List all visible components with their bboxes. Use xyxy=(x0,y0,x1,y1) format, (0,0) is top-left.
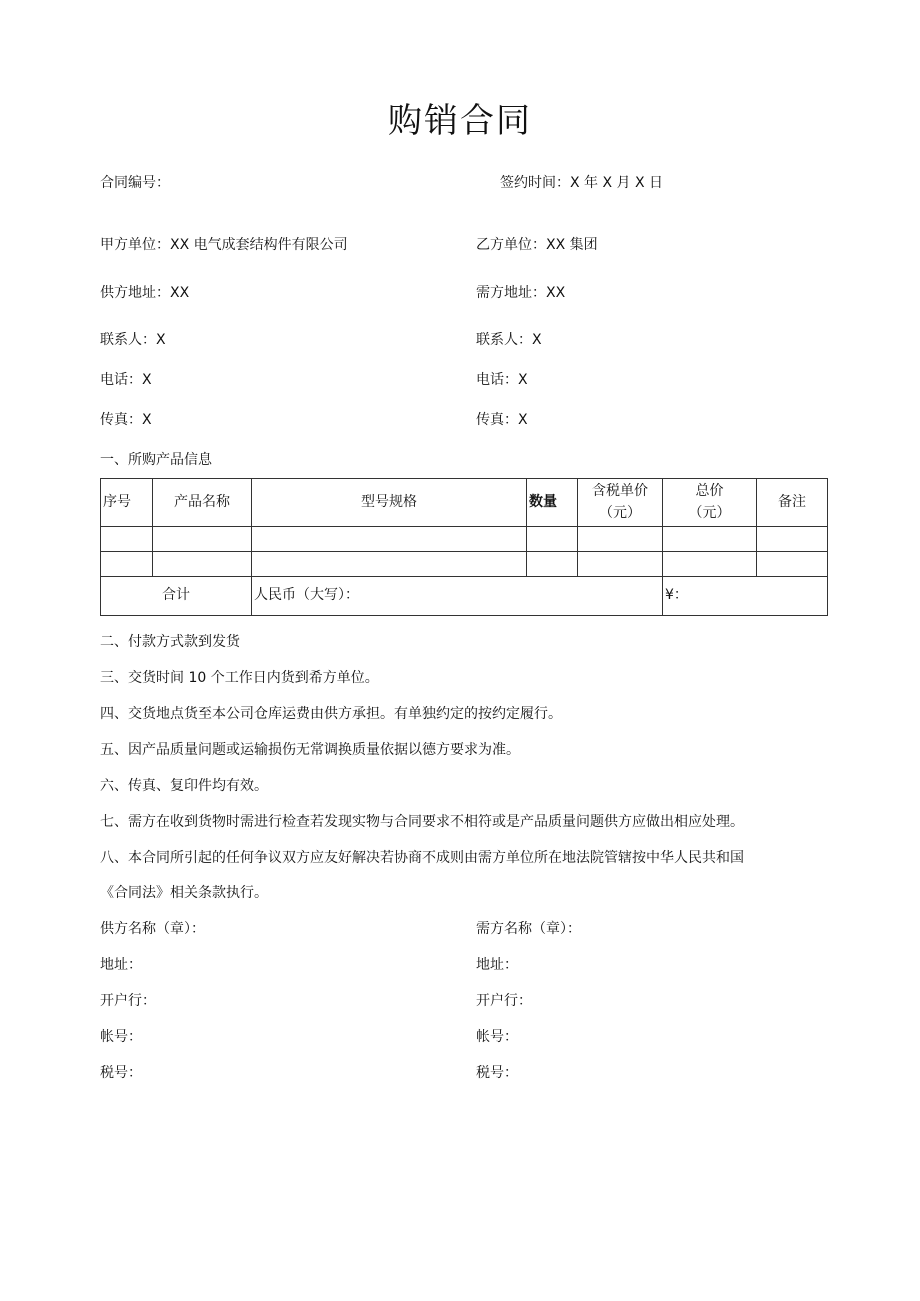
header-total-price-line1: 总价 xyxy=(695,482,724,499)
table-cell xyxy=(252,552,527,577)
header-model: 型号规格 xyxy=(252,479,527,527)
yen-amount-label: ¥： xyxy=(663,577,828,616)
sign-time-label: 签约时间：X 年 X 月 X 日 xyxy=(500,175,664,191)
supplier-sign-address: 地址： xyxy=(100,957,142,973)
table-cell xyxy=(527,527,578,552)
table-cell xyxy=(578,527,663,552)
table-cell xyxy=(578,552,663,577)
page-title: 购销合同 xyxy=(388,101,532,141)
section-products-heading: 一、所购产品信息 xyxy=(100,452,212,468)
rmb-uppercase-label: 人民币（大写）： xyxy=(252,577,663,616)
party-b: 乙方单位：XX 集团 xyxy=(476,237,598,253)
buyer-fax: 传真：X xyxy=(476,412,528,428)
header-unit-price-line2: （元） xyxy=(599,504,641,521)
table-cell xyxy=(252,527,527,552)
supplier-name-seal: 供方名称（章）： xyxy=(100,921,205,937)
table-cell xyxy=(757,552,828,577)
buyer-tax-number: 税号： xyxy=(476,1065,518,1081)
supplier-account: 帐号： xyxy=(100,1029,142,1045)
clause-delivery-place: 四、交货地点货至本公司仓库运费由供方承担。有单独约定的按约定履行。 xyxy=(100,706,562,722)
table-cell xyxy=(101,552,153,577)
products-table xyxy=(100,478,828,616)
buyer-address: 需方地址：XX xyxy=(476,285,566,301)
clause-fax-validity: 六、传真、复印件均有效。 xyxy=(100,778,268,794)
clause-quality: 五、因产品质量问题或运输损伤无常调换质量依据以德方要求为准。 xyxy=(100,742,520,758)
clause-dispute: 八、本合同所引起的任何争议双方应友好解决若协商不成则由需方单位所在地法院管辖按中华人民共和国 xyxy=(100,850,744,866)
contract-number-label: 合同编号： xyxy=(100,175,170,191)
supplier-contact: 联系人：X xyxy=(100,332,166,348)
supplier-phone: 电话：X xyxy=(100,372,152,388)
table-cell xyxy=(757,527,828,552)
clause-dispute-continued: 《合同法》相关条款执行。 xyxy=(100,885,268,901)
buyer-account: 帐号： xyxy=(476,1029,518,1045)
supplier-fax: 传真：X xyxy=(100,412,152,428)
table-cell xyxy=(153,552,252,577)
clause-inspection: 七、需方在收到货物时需进行检查若发现实物与合同要求不相符或是产品质量问题供方应做出相应处理。 xyxy=(100,814,744,830)
table-row xyxy=(101,552,828,577)
table-total-row xyxy=(101,577,828,616)
table-cell xyxy=(663,527,757,552)
supplier-address: 供方地址：XX xyxy=(100,285,190,301)
header-unit-price-line1: 含税单价 xyxy=(592,482,648,499)
buyer-name-seal: 需方名称（章）： xyxy=(476,921,581,937)
header-total-price-line2: （元） xyxy=(688,504,731,521)
buyer-sign-address: 地址： xyxy=(476,957,518,973)
supplier-tax-number: 税号： xyxy=(100,1065,142,1081)
clause-payment: 二、付款方式款到发货 xyxy=(100,634,240,650)
header-product-name: 产品名称 xyxy=(153,479,252,527)
table-header-row xyxy=(101,479,828,527)
party-a: 甲方单位：XX 电气成套结构件有限公司 xyxy=(100,237,348,253)
table-row xyxy=(101,527,828,552)
supplier-bank: 开户行： xyxy=(100,993,156,1009)
header-quantity: 数量 xyxy=(527,479,578,527)
total-label: 合计 xyxy=(101,577,252,616)
table-cell xyxy=(101,527,153,552)
buyer-bank: 开户行： xyxy=(476,993,532,1009)
header-total-price xyxy=(663,479,757,527)
table-cell xyxy=(527,552,578,577)
header-unit-price xyxy=(578,479,663,527)
buyer-phone: 电话：X xyxy=(476,372,528,388)
header-remark: 备注 xyxy=(757,479,828,527)
clause-delivery-time: 三、交货时间 10 个工作日内货到希方单位。 xyxy=(100,670,379,686)
table-cell xyxy=(153,527,252,552)
table-cell xyxy=(663,552,757,577)
buyer-contact: 联系人：X xyxy=(476,332,542,348)
header-no: 序号 xyxy=(101,479,153,527)
